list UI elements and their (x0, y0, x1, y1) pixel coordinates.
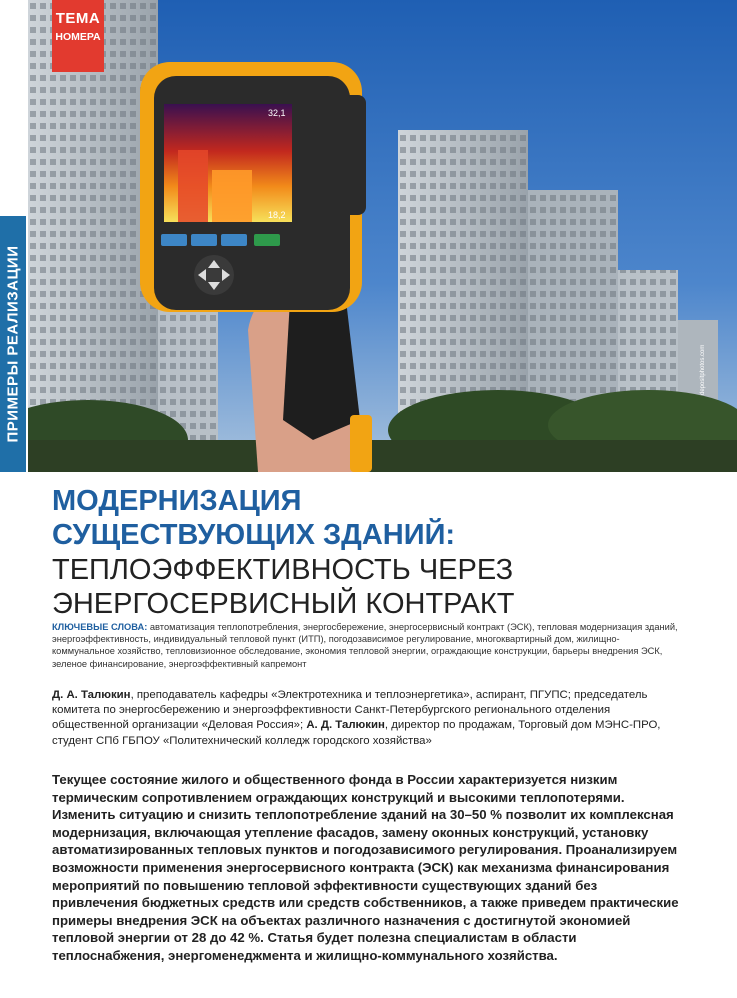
issue-theme-badge (52, 0, 104, 72)
badge-line1: ТЕМА (55, 10, 101, 27)
author2-name: А. Д. Талюкин (306, 719, 385, 732)
keywords-label: КЛЮЧЕВЫЕ СЛОВА: (52, 622, 148, 632)
author1-info: , преподаватель кафедры «Электротехника и теплоэнергетика», аспирант, ПГУПС; председатель комитета по энергосбережению и энергоэффективности Санкт-Петербургского регионального отделения общественной организации «Деловая Россия»; (52, 689, 648, 732)
camera-min-temp: 18,2 (268, 210, 286, 220)
lead-paragraph: Текущее состояние жилого и общественного фонда в России характеризуется низким термическим сопротивлением ограждающих конструкций и высокими теплопотерями. Изменить ситуацию и снизить теплопотребление зданий на 30–50 % позволит их комплексная модернизация, включающая утепление фасадов, замену оконных конструкций, установку автоматизированных тепловых пунктов и погодозависимого регулирования. Проанализируем возможности применения энергосервисного контракта (ЭСК) как механизма финансирования мероприятий по повышению тепловой эффективности существующих зданий без привлечения бюджетных средств или средств собственников, а также приведем практические примеры внедрения ЭСК на объектах различного назначения с достигнутой экономией тепловой энергии от 28 до 42 %. Статья будет полезна специалистам в области теплоснабжения, энергоменеджмента и жилищно-коммунального хозяйства. (52, 772, 679, 963)
thermal-camera-illustration (28, 0, 737, 472)
badge-line2: НОМЕРА (55, 31, 101, 43)
author2-info: , директор по продажам, Торговый дом МЭНС-ПРО, студент СПб ГБПОУ «Политехнический колледж городского хозяйства» (52, 719, 661, 747)
title-line-1: МОДЕРНИЗАЦИЯ (52, 485, 302, 517)
title-line-3: ТЕПЛОЭФФЕКТИВНОСТЬ ЧЕРЕЗ (52, 554, 514, 586)
section-side-tab-label: ПРИМЕРЫ РЕАЛИЗАЦИИ (4, 245, 22, 443)
title-line-2: СУЩЕСТВУЮЩИХ ЗДАНИЙ: (52, 519, 456, 551)
article-title (52, 484, 732, 552)
camera-max-temp: 32,1 (268, 108, 286, 118)
article-subtitle (52, 553, 732, 621)
hero-photo (28, 0, 737, 472)
photo-credit: depositphotos.com (700, 344, 706, 395)
authors-block (52, 688, 680, 749)
author1-name: Д. А. Талюкин (52, 689, 131, 701)
keywords-text: автоматизация теплопотребления, энергосбережение, энергосервисный контракт (ЭСК), тепловая модернизация зданий, энергоэффективность, индивидуальный тепловой пункт (ИТП), погодозависимое регулирование, многоквартирный дом, жилищно-коммунальное хозяйство, тепловизионное обследование, экономия тепловой энергии, ограждающие конструкции, барьеры внедрения ЭСК, зеленое финансирование, энергоэффективный капремонт (52, 622, 678, 669)
keywords (52, 621, 682, 670)
title-line-4: ЭНЕРГОСЕРВИСНЫЙ КОНТРАКТ (52, 588, 515, 620)
